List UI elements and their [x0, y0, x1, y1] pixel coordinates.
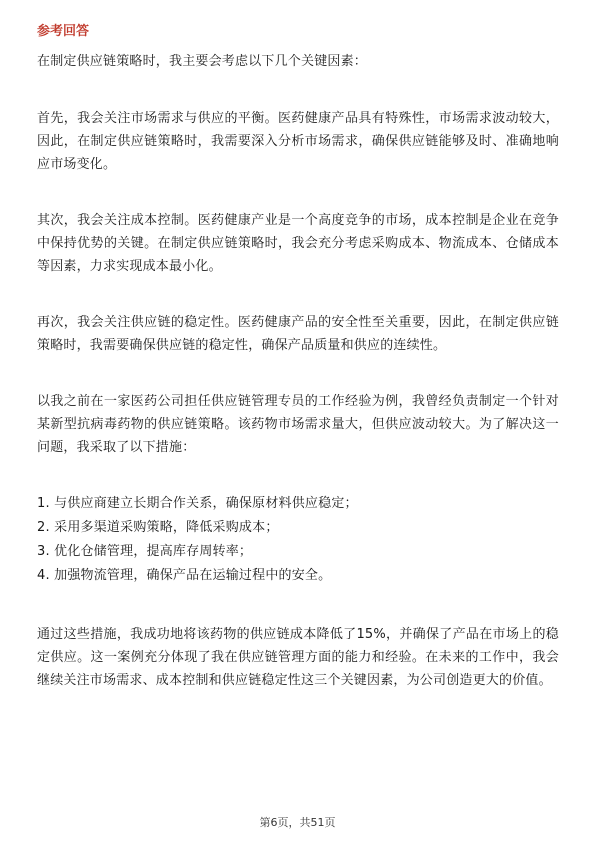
- section-heading: 参考回答: [37, 24, 90, 39]
- paragraph-stability: 再次，我会关注供应链的稳定性。医药健康产品的安全性至关重要，因此，在制定供应链策略时，我需要确保供应链的稳定性，确保产品质量和供应的连续性。: [37, 315, 559, 353]
- list-item: 4. 加强物流管理，确保产品在运输过程中的安全。: [37, 568, 332, 583]
- conclusion-paragraph: 通过这些措施，我成功地将该药物的供应链成本降低了15%，并确保了产品在市场上的稳定供应。这一案例充分体现了我在供应链管理方面的能力和经验。在未来的工作中，我会继续关注市场需求、成本控制和供应链稳定性这三个关键因素，为公司创造更大的价值。: [37, 627, 559, 688]
- measures-list: [37, 492, 559, 587]
- paragraph-demand-supply: 首先，我会关注市场需求与供应的平衡。医药健康产品具有特殊性，市场需求波动较大，因此，在制定供应链策略时，我需要深入分析市场需求，确保供应链能够及时、准确地响应市场变化。: [37, 111, 559, 172]
- list-item: 1. 与供应商建立长期合作关系，确保原材料供应稳定；: [37, 496, 358, 511]
- intro-paragraph: 在制定供应链策略时，我主要会考虑以下几个关键因素：: [37, 54, 368, 69]
- list-item: 3. 优化仓储管理，提高库存周转率；: [37, 544, 253, 559]
- paragraph-case-example: 以我之前在一家医药公司担任供应链管理专员的工作经验为例，我曾经负责制定一个针对某新型抗病毒药物的供应链策略。该药物市场需求量大，但供应波动较大。为了解决这一问题，我采取了以下措施：: [37, 394, 559, 455]
- page-number-footer: 第6页，共51页: [259, 816, 336, 829]
- answer-content: [37, 50, 559, 725]
- paragraph-cost-control: 其次，我会关注成本控制。医药健康产业是一个高度竞争的市场，成本控制是企业在竞争中保持优势的关键。在制定供应链策略时，我会充分考虑采购成本、物流成本、仓储成本等因素，力求实现成本最小化。: [37, 213, 559, 274]
- list-item: 2. 采用多渠道采购策略，降低采购成本；: [37, 520, 279, 535]
